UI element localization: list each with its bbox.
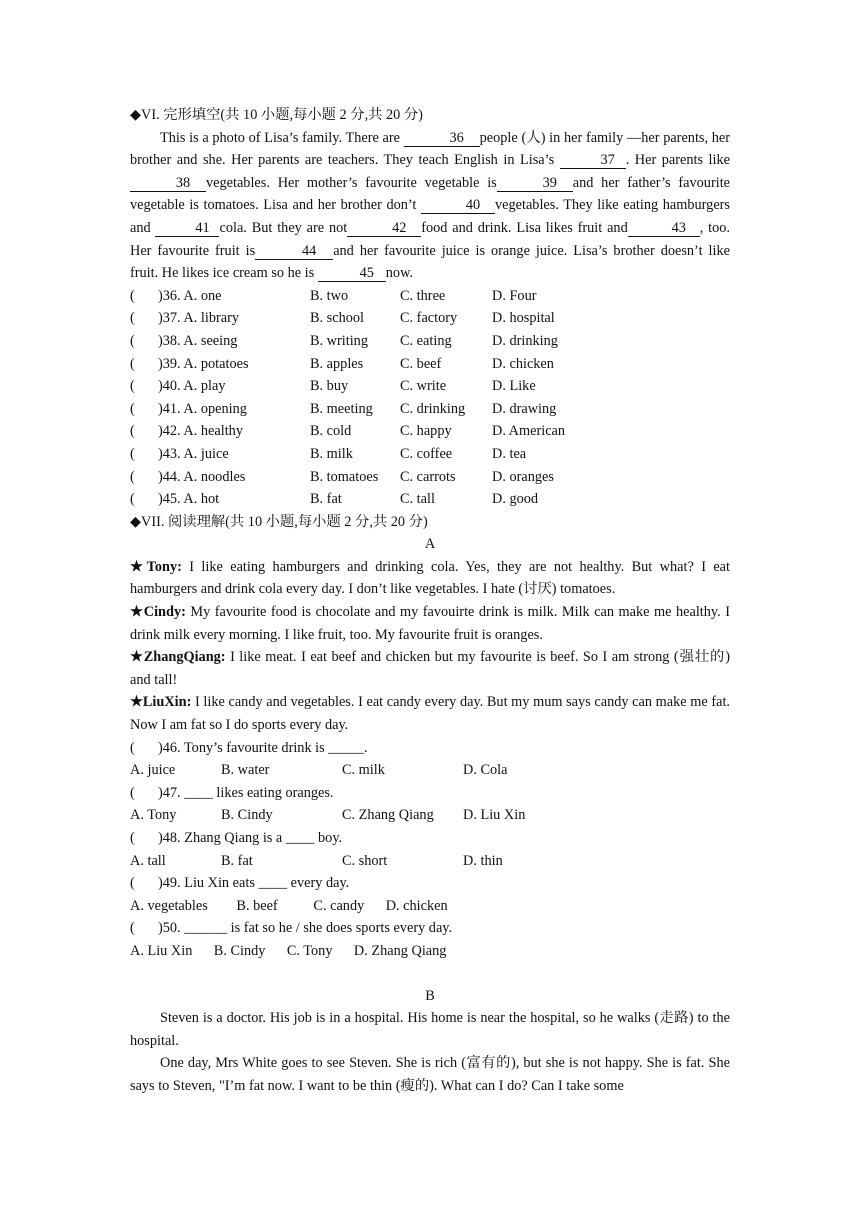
answer-paren: ( xyxy=(130,332,135,349)
part-b-label: B xyxy=(425,987,435,1004)
option-c: C. carrots xyxy=(400,468,456,485)
option-b: B. buy xyxy=(310,378,349,395)
question-stem: )49. Liu Xin eats ____ every day. xyxy=(158,875,350,892)
option-a: A. tall xyxy=(130,852,166,869)
blank-43: 43 xyxy=(628,221,700,237)
part-a-label: A xyxy=(424,536,436,553)
cloze-question-list xyxy=(130,285,730,511)
question-47-options xyxy=(130,804,730,827)
option-b: B. meeting xyxy=(310,400,373,417)
cindy-paragraph xyxy=(130,601,730,646)
passage-text: , too. Her favourite fruit is xyxy=(130,219,730,259)
option-a: )38. A. seeing xyxy=(158,332,238,349)
blank-41: 41 xyxy=(155,221,219,237)
part-b-paragraph-2: One day, Mrs White goes to see Steven. She is rich (富有的), but she is not happy. She is fat. She says to Steven, "I’m fat now. I want to be thin (瘦的). What can I do? Can I take some xyxy=(130,1055,730,1094)
option-d: D. good xyxy=(492,491,539,508)
option-c: C. factory xyxy=(400,310,458,327)
passage-text: . Her parents like xyxy=(625,152,730,169)
option-d: D. oranges xyxy=(492,468,554,485)
cloze-question xyxy=(130,443,730,466)
answer-paren: ( xyxy=(130,355,135,372)
option-d: D. thin xyxy=(463,852,503,869)
option-c: C. beef xyxy=(400,355,442,372)
cloze-question xyxy=(130,353,730,376)
option-c: C. write xyxy=(400,378,447,395)
cloze-question xyxy=(130,330,730,353)
passage-text: and her favourite juice is orange juice. Lisa’s brother doesn’t like fruit. He likes ice cream so he is xyxy=(130,242,730,282)
option-d: D. Four xyxy=(492,287,537,304)
cloze-question xyxy=(130,466,730,489)
option-b: B. fat xyxy=(310,491,342,508)
speaker-name: ★ZhangQiang: xyxy=(130,649,226,666)
answer-paren: ( xyxy=(130,378,135,395)
cloze-passage xyxy=(130,127,730,285)
option-c: C. tall xyxy=(400,491,435,508)
option-a: )39. A. potatoes xyxy=(158,355,249,372)
cloze-question xyxy=(130,307,730,330)
option-b: B. milk xyxy=(310,445,353,462)
tony-paragraph xyxy=(130,556,730,601)
answer-paren: ( xyxy=(130,310,135,327)
passage-text: cola. But they are not xyxy=(219,219,348,236)
question-49-options: A. vegetables B. beef C. candy D. chicken xyxy=(130,897,448,914)
passage-text: food and drink. Lisa likes fruit and xyxy=(421,219,628,236)
passage-text: vegetables. They like eating hamburgers and xyxy=(130,197,730,236)
speaker-name: ★Cindy: xyxy=(130,604,186,621)
option-b: B. two xyxy=(310,287,349,304)
option-b: B. school xyxy=(310,310,365,327)
option-a: )44. A. noodles xyxy=(158,468,246,485)
option-d: D. drinking xyxy=(492,332,558,349)
cloze-question xyxy=(130,375,730,398)
option-d: D. tea xyxy=(492,445,527,462)
answer-paren: ( xyxy=(130,445,135,462)
answer-paren: ( xyxy=(130,423,135,440)
answer-paren: ( xyxy=(130,468,135,485)
cloze-question xyxy=(130,285,730,308)
option-a: )43. A. juice xyxy=(158,445,229,462)
speaker-text: My favourite food is chocolate and my favouirte drink is milk. Milk can make me healthy. I drink milk every morning. I like fruit, too. My favourite fruit is oranges. xyxy=(130,604,730,643)
answer-paren: ( xyxy=(130,491,135,508)
option-c: C. milk xyxy=(342,762,385,779)
option-d: D. American xyxy=(492,423,566,440)
option-c: C. three xyxy=(400,287,446,304)
speaker-text: I like candy and vegetables. I eat candy every day. But my mum says candy can make me fat. Now I am fat so I do sports every day. xyxy=(130,694,730,734)
speaker-text: I like eating hamburgers and drinking cola. Yes, they are not healthy. But what? I eat hamburgers and drink cola every day. I don’t like vegetables. I hate (讨厌) tomatoes. xyxy=(130,558,730,598)
option-b: B. water xyxy=(221,762,270,779)
option-c: C. Zhang Qiang xyxy=(342,807,434,824)
cloze-question xyxy=(130,398,730,421)
answer-paren: ( xyxy=(130,830,135,846)
option-a: )36. A. one xyxy=(158,287,222,304)
option-c: C. coffee xyxy=(400,445,453,462)
option-b: B. fat xyxy=(221,852,253,869)
option-c: C. happy xyxy=(400,423,452,440)
option-c: C. drinking xyxy=(400,400,466,417)
passage-text: people (人) in her family —her parents, her brother and she. Her parents are teachers. They teach English in Lisa’s xyxy=(130,129,730,169)
answer-paren: ( xyxy=(130,920,135,937)
blank-37: 37 xyxy=(560,153,626,169)
option-c: C. eating xyxy=(400,332,452,349)
speaker-text: I like meat. I eat beef and chicken but my favourite is beef. So I am strong (强壮的) and tall! xyxy=(130,649,730,688)
zhangqiang-paragraph xyxy=(130,646,730,691)
section-6-title: ◆VI. 完形填空(共 10 小题,每小题 2 分,共 20 分) xyxy=(130,107,423,123)
question-48-options xyxy=(130,850,730,873)
passage-text: and her father’s favourite vegetable is tomatoes. Lisa and her brother don’t xyxy=(130,174,731,214)
option-b: B. Cindy xyxy=(221,807,273,824)
blank-38: 38 xyxy=(130,176,206,192)
answer-paren: ( xyxy=(130,784,135,801)
passage-text: vegetables. Her mother’s favourite vegetable is xyxy=(206,174,497,191)
question-50-options: A. Liu Xin B. Cindy C. Tony D. Zhang Qiang xyxy=(130,942,447,959)
option-d: D. Cola xyxy=(463,762,508,779)
speaker-name: ★Tony: xyxy=(130,558,182,575)
option-d: D. chicken xyxy=(492,355,554,372)
blank-42: 42 xyxy=(347,221,421,237)
question-stem: )50. ______ is fat so he / she does sports every day. xyxy=(158,920,453,937)
option-b: B. cold xyxy=(310,423,352,440)
option-d: D. Liu Xin xyxy=(463,807,526,824)
exam-page xyxy=(130,104,730,1098)
answer-paren: ( xyxy=(130,400,135,417)
question-49 xyxy=(130,872,730,895)
blank-36: 36 xyxy=(404,131,480,147)
question-48 xyxy=(130,827,730,850)
answer-paren: ( xyxy=(130,739,135,756)
option-d: D. Like xyxy=(492,378,536,395)
passage-text: This is a photo of Lisa’s family. There are xyxy=(160,129,404,146)
option-b: B. apples xyxy=(310,355,364,372)
option-b: B. writing xyxy=(310,332,368,349)
option-b: B. tomatoes xyxy=(310,468,379,485)
cloze-question xyxy=(130,488,730,511)
blank-39: 39 xyxy=(497,176,573,192)
question-46 xyxy=(130,737,730,760)
liuxin-paragraph xyxy=(130,691,730,736)
option-a: A. juice xyxy=(130,762,176,779)
question-46-options xyxy=(130,759,730,782)
section-7-title: ◆VII. 阅读理解(共 10 小题,每小题 2 分,共 20 分) xyxy=(130,513,428,530)
blank-45: 45 xyxy=(318,266,386,282)
speaker-name: ★LiuXin: xyxy=(130,694,192,711)
option-d: D. hospital xyxy=(492,310,555,327)
cloze-question xyxy=(130,420,730,443)
question-stem: )48. Zhang Qiang is a ____ boy. xyxy=(158,830,343,846)
option-a: )45. A. hot xyxy=(158,491,220,508)
passage-text: now. xyxy=(385,265,414,282)
blank-40: 40 xyxy=(421,198,495,214)
spacer xyxy=(130,963,730,985)
answer-paren: ( xyxy=(130,875,135,892)
blank-44: 44 xyxy=(255,244,333,260)
option-a: )37. A. library xyxy=(158,310,239,327)
question-stem: )46. Tony’s favourite drink is _____. xyxy=(158,739,368,756)
answer-paren: ( xyxy=(130,287,135,304)
question-stem: )47. ____ likes eating oranges. xyxy=(158,784,334,801)
part-b-paragraph-1: Steven is a doctor. His job is in a hospital. His home is near the hospital, so he walks (走路) to the hospital. xyxy=(130,1010,730,1049)
option-a: A. Tony xyxy=(130,807,177,824)
option-c: C. short xyxy=(342,852,388,869)
option-a: )42. A. healthy xyxy=(158,423,243,440)
option-d: D. drawing xyxy=(492,400,557,417)
question-47 xyxy=(130,782,730,805)
option-a: )41. A. opening xyxy=(158,400,247,417)
option-a: )40. A. play xyxy=(158,378,226,395)
question-50 xyxy=(130,917,730,940)
